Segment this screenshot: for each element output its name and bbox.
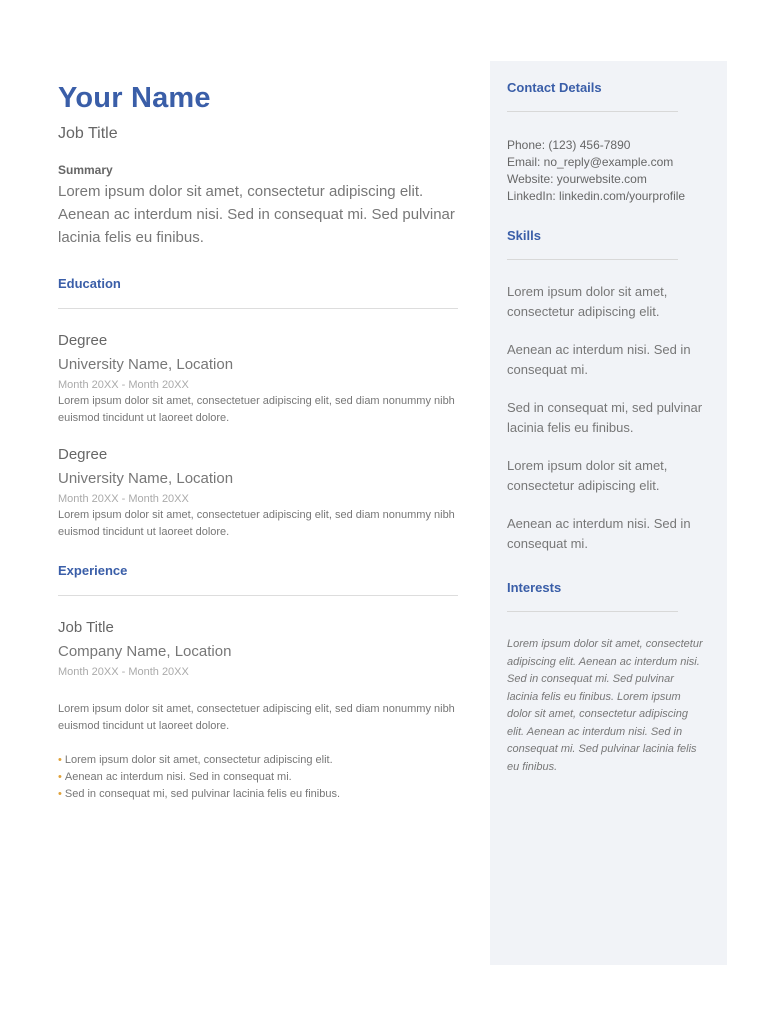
education-dates: Month 20XX - Month 20XX <box>58 379 189 391</box>
skills-heading: Skills <box>507 228 541 243</box>
experience-company: Company Name, Location <box>58 643 232 660</box>
sidebar <box>490 61 727 965</box>
contact-email: Email: no_reply@example.com <box>507 155 674 169</box>
experience-dates: Month 20XX - Month 20XX <box>58 666 189 678</box>
list-item <box>58 786 458 803</box>
education-degree: Degree <box>58 332 108 349</box>
contact-divider <box>507 111 678 112</box>
education-description: Lorem ipsum dolor sit amet, consectetuer adipiscing elit, sed diam nonummy nibh euismod tincidunt ut laoreet dolore. <box>58 509 455 538</box>
bullet-text: Lorem ipsum dolor sit amet, consectetur adipiscing elit. <box>64 754 333 766</box>
experience-job-title: Job Title <box>58 619 114 636</box>
skill-item: Aenean ac interdum nisi. Sed in consequat mi. <box>507 516 691 551</box>
education-divider <box>58 308 458 309</box>
skills-list <box>507 282 707 553</box>
experience-description: Lorem ipsum dolor sit amet, consectetuer adipiscing elit, sed diam nonummy nibh euismod tincidunt ut laoreet dolore. <box>58 703 455 732</box>
candidate-job-title: Job Title <box>58 125 118 142</box>
skills-divider <box>507 259 678 260</box>
experience-heading: Experience <box>58 563 128 578</box>
list-item <box>58 769 458 786</box>
list-item <box>58 752 458 769</box>
summary-label: Summary <box>58 163 113 177</box>
contact-linkedin: LinkedIn: linkedin.com/yourprofile <box>507 189 686 203</box>
education-degree: Degree <box>58 446 108 463</box>
bullet-text: Aenean ac interdum nisi. Sed in consequat mi. <box>64 771 292 783</box>
education-heading: Education <box>58 276 121 291</box>
contact-list <box>507 137 707 205</box>
education-institution: University Name, Location <box>58 356 234 373</box>
experience-bullet-list <box>58 752 458 803</box>
main-column <box>58 80 458 803</box>
education-description: Lorem ipsum dolor sit amet, consectetuer adipiscing elit, sed diam nonummy nibh euismod tincidunt ut laoreet dolore. <box>58 395 455 424</box>
education-dates: Month 20XX - Month 20XX <box>58 493 189 505</box>
skill-item: Lorem ipsum dolor sit amet, consectetur adipiscing elit. <box>507 284 668 319</box>
bullet-icon: • <box>58 788 62 800</box>
bullet-icon: • <box>58 754 62 766</box>
skill-item: Sed in consequat mi, sed pulvinar lacinia felis eu finibus. <box>507 400 703 435</box>
sidebar-content <box>507 61 707 776</box>
bullet-text: Sed in consequat mi, sed pulvinar lacinia felis eu finibus. <box>64 788 341 800</box>
experience-entry <box>58 618 458 803</box>
candidate-name: Your Name <box>58 82 211 114</box>
contact-heading: Contact Details <box>507 80 602 95</box>
education-institution: University Name, Location <box>58 470 234 487</box>
skill-item: Aenean ac interdum nisi. Sed in consequat mi. <box>507 342 691 377</box>
skill-item: Lorem ipsum dolor sit amet, consectetur adipiscing elit. <box>507 458 668 493</box>
experience-divider <box>58 595 458 596</box>
contact-website: Website: yourwebsite.com <box>507 172 647 186</box>
summary-text: Lorem ipsum dolor sit amet, consectetur adipiscing elit. Aenean ac interdum nisi. Sed in consequat mi. Sed pulvinar lacinia felis eu finibus. <box>58 183 455 246</box>
interests-divider <box>507 611 678 612</box>
education-entry <box>58 445 458 541</box>
interests-text: Lorem ipsum dolor sit amet, consectetur adipiscing elit. Aenean ac interdum nisi. Sed in consequat mi. Sed pulvinar lacinia felis eu finibus. Lorem ipsum dolor sit amet, consectetur adipiscing elit. Aenean ac interdum nisi. Sed in consequat mi. Sed pulvinar lacinia felis eu finibus. <box>507 638 703 773</box>
bullet-icon: • <box>58 771 62 783</box>
education-entry <box>58 331 458 427</box>
contact-phone: Phone: (123) 456-7890 <box>507 138 631 152</box>
interests-heading: Interests <box>507 580 562 595</box>
